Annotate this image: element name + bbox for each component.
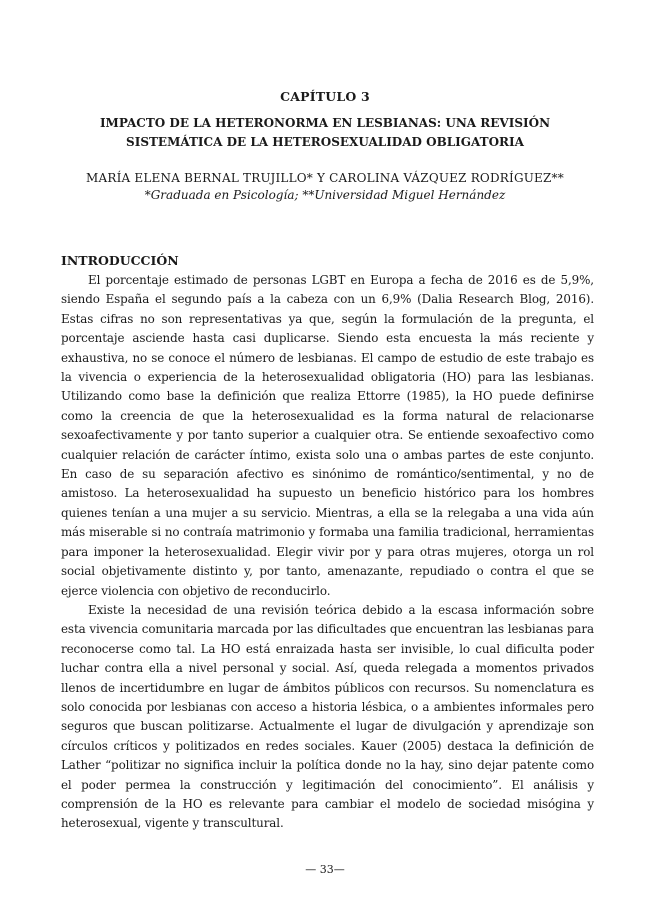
section-heading: INTRODUCCIÓN bbox=[61, 253, 179, 268]
authors: MARÍA ELENA BERNAL TRUJILLO* Y CAROLINA VÁZQUEZ RODRÍGUEZ** bbox=[86, 171, 564, 185]
paragraph: El porcentaje estimado de personas LGBT en Europa a fecha de 2016 es de 5,9%, siendo España el segundo país a la cabeza con un 6,9% (Dalia Research Blog, 2016). Estas cifras no son representativas ya que, según la formulación de la pregunta, el porcentaje asciende hasta casi duplicarse. Siendo esta encuesta la más reciente y exhaustiva, no se conoce el número de lesbianas. El campo de estudio de este trabajo es la vivencia o experiencia de la heterosexualidad obligatoria (HO) para las lesbianas. Utilizando como base la definición que realiza Ettorre (1985), la HO puede definirse como la creencia de que la heterosexualidad es la forma natural de relacionarse sexoafectivamente y por tanto superior a cualquier otra. Se entiende sexoafectivo como cualquier relación de carácter íntimo, exista solo una o ambas partes de este conjunto. En caso de su separación afectivo es sinónimo de romántico/sentimental, y no de amistoso. La heterosexualidad ha supuesto un beneficio histórico para los hombres quienes tenían a una mujer a su servicio. Mientras, a ella se la relegaba a una vida aún más miserable si no contraía matrimonio y formaba una familia tradicional, herramientas para imponer la heterosexualidad. Elegir vivir por y para otras mujeres, otorga un rol social objetivamente distinto y, por tanto, amenazante, repudiado o contra el que se ejerce violencia con objetivo de reconducirlo. bbox=[61, 273, 594, 598]
page-number: — 33— bbox=[305, 863, 345, 876]
chapter-title: IMPACTO DE LA HETERONORMA EN LESBIANAS: UNA REVISIÓN SISTEMÁTICA DE LA HETEROSEXUALIDAD OBLIGATORIA bbox=[99, 116, 551, 149]
body-text bbox=[61, 271, 594, 834]
chapter-label: CAPÍTULO 3 bbox=[280, 89, 370, 104]
paragraph: Existe la necesidad de una revisión teórica debido a la escasa información sobre esta vivencia comunitaria marcada por las dificultades que encuentran las lesbianas para reconocerse como tal. La HO está enraizada hasta ser invisible, lo cual dificulta poder luchar contra ella a nivel personal y social. Así, queda relegada a momentos privados llenos de incertidumbre en lugar de ámbitos públicos con recursos. Su nomenclatura es solo conocida por lesbianas con acceso a historia lésbica, o a ambientes informales pero seguros que buscan politizarse. Actualmente el lugar de divulgación y aprendizaje son círculos críticos y politizados en redes sociales. Kauer (2005) destaca la definición de Lather “politizar no significa incluir la política donde no la hay, sino dejar patente como el poder permea la construcción y legitimación del conocimiento”. El análisis y comprensión de la HO es relevante para cambiar el modelo de sociedad misógina y heterosexual, vigente y transcultural. bbox=[61, 602, 594, 831]
affiliation: *Graduada en Psicología; **Universidad Miguel Hernández bbox=[144, 188, 506, 202]
